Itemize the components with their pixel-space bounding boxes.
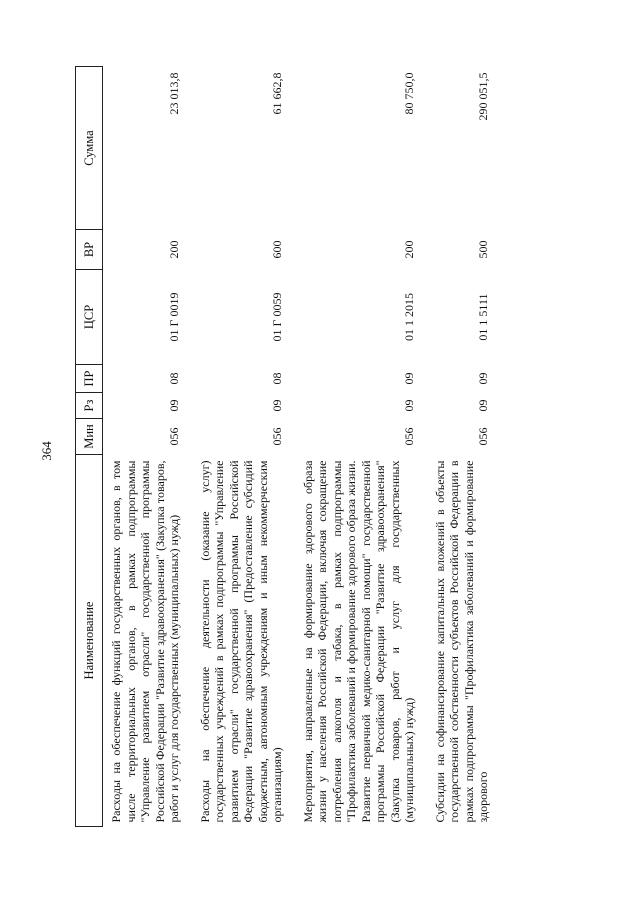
table-row (103, 67, 192, 827)
row-vr: 600 (270, 240, 284, 259)
row-min: 056 (270, 427, 284, 446)
row-pr: 09 (476, 372, 490, 385)
header-min: Мин (76, 419, 103, 455)
row-name: Расходы на обеспечение деятельности (оказание услуг) государственных учреждений в рамках подпрограммы "Управление развитием отрасли" государственной программы Российской Федерации "Развитие здравоохранения" (Предоставление субсидий бюджетным, автономным учреждениям и иным некоммерческим организациям) (197, 460, 284, 823)
row-sum: 80 750,0 (402, 72, 416, 115)
row-vr: 500 (476, 240, 490, 259)
row-rz: 09 (270, 399, 284, 412)
row-min: 056 (402, 427, 416, 446)
row-rz: 09 (476, 399, 490, 412)
row-vr: 200 (167, 240, 181, 259)
row-sum: 23 013,8 (167, 72, 181, 115)
row-csr: 01 Г 0059 (270, 292, 284, 342)
row-csr: 01 1 5111 (476, 293, 490, 341)
row-pr: 09 (402, 372, 416, 385)
row-csr: 01 1 2015 (402, 293, 416, 341)
table-row (427, 67, 501, 827)
table-row (192, 67, 295, 827)
row-rz: 09 (402, 399, 416, 412)
row-pr: 08 (167, 372, 181, 385)
budget-table (75, 66, 501, 827)
header-pr: ПР (76, 365, 103, 393)
row-rz: 09 (167, 399, 181, 412)
row-name: Субсидии на софинансирование капитальных вложений в объекты государственной собственности субъектов Российской Федерации в рамках подпрограммы "Профилактика заболеваний и формирование здорового (432, 460, 490, 823)
row-name: Мероприятия, направленные на формирование здорового образа жизни у населения Российской Федерации, включая сокращение потребления алкоголя и табака, в рамках подпрограммы "Профилактика заболеваний и формирование здорового образа жизни. Развитие первичной медико-санитарной помощи" государственной программы Российской Федерации "Развитие здравоохранения" (Закупка товаров, работ и услуг для государственных (муниципальных) нужд) (300, 460, 416, 823)
header-name: Наименование (76, 455, 103, 827)
row-sum: 290 051,5 (476, 72, 490, 121)
page-number: 364 (39, 441, 54, 461)
header-vr: ВР (76, 230, 103, 270)
row-name: Расходы на обеспечение функций государственных органов, в том числе территориальных органов, в рамках подпрограммы "Управление развитием отрасли" государственной программы Российской Федерации "Развитие здравоохранения" (Закупка товаров, работ и услуг для государственных (муниципальных) нужд) (109, 460, 181, 823)
row-pr: 08 (270, 372, 284, 385)
rotated-page-content (75, 47, 615, 827)
row-min: 056 (476, 427, 490, 446)
row-csr: 01 Г 0019 (167, 292, 181, 342)
row-vr: 200 (402, 240, 416, 259)
row-sum: 61 662,8 (270, 72, 284, 115)
table-row (295, 67, 427, 827)
row-min: 056 (167, 427, 181, 446)
header-csr: ЦСР (76, 270, 103, 365)
table-header-row (76, 67, 103, 827)
header-rz: Рз (76, 393, 103, 419)
header-sum: Сумма (76, 67, 103, 230)
